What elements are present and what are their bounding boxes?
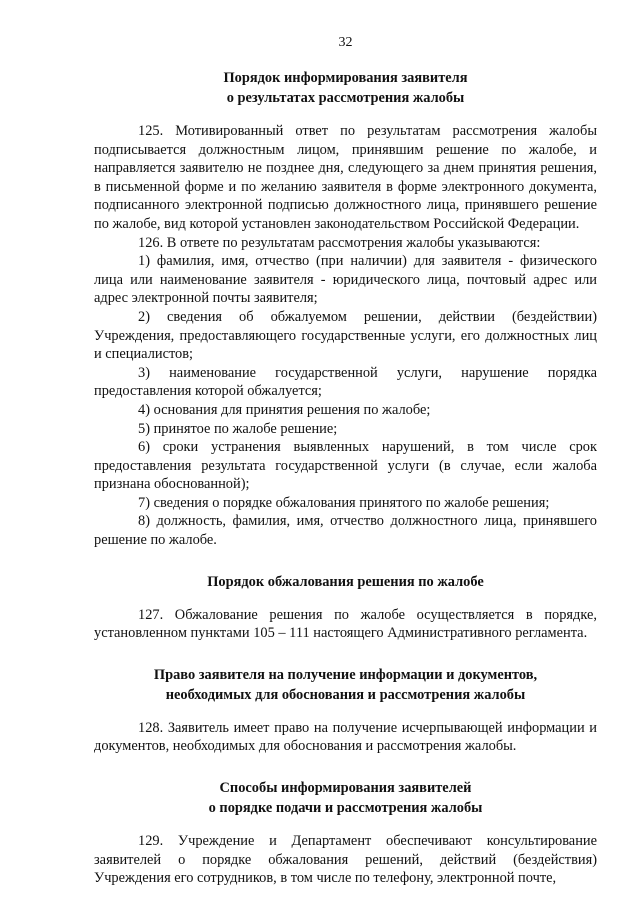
paragraph-125: 125. Мотивированный ответ по результатам рассмотрения жалобы подписывается должностным лицом, принявшим решение по жалобе, и направляется заявителю не позднее дня, следующего за днем принятия решения, в письменной форме и по желанию заявителя в форме электронного документа, подписанного электронной подписью должностного лица, принявшего решение по жалобе, вид которой установлен законодательством Российской Федерации. (94, 123, 597, 232)
section-heading-informing (94, 68, 597, 108)
heading-line: о порядке подачи и рассмотрения жалобы (208, 800, 483, 817)
section-heading-appeal (94, 572, 597, 592)
section-heading-methods (94, 778, 597, 818)
list-item: 6) сроки устранения выявленных нарушений, в том числе срок предоставления результата государственной услуги (в случае, если жалоба признана обоснованной); (94, 439, 597, 493)
paragraph-127: 127. Обжалование решения по жалобе осуществляется в порядке, установленном пунктами 105 – 111 настоящего Административного регламента. (94, 606, 597, 642)
list-item: 2) сведения об обжалуемом решении, действии (бездействии) Учреждения, предоставляющего государственные услуги, его должностных лиц и специалистов; (94, 308, 597, 363)
heading-line: о результатах рассмотрения жалобы (226, 90, 465, 106)
list-item: 7) сведения о порядке обжалования принятого по жалобе решения; (138, 494, 550, 511)
heading-line: Право заявителя на получение информации и документов, (153, 666, 538, 683)
heading-line: Способы информирования заявителей (219, 780, 472, 797)
heading-line: необходимых для обоснования и рассмотрения жалобы (165, 686, 526, 703)
paragraph-129: 129. Учреждение и Департамент обеспечивают консультирование заявителей о порядке обжалования решений, действий (бездействия) Учреждения его сотрудников, в том числе по телефону, электронной почте, (94, 833, 597, 887)
heading-line: Порядок информирования заявителя (223, 70, 468, 86)
list-item: 4) основания для принятия решения по жалобе; (138, 401, 431, 418)
page-number: 32 (338, 35, 353, 50)
paragraph-126: 126. В ответе по результатам рассмотрения жалобы указываются: (138, 234, 541, 251)
list-item: 3) наименование государственной услуги, нарушение порядка предоставления которой обжалуется; (94, 364, 597, 400)
list-item: 1) фамилия, имя, отчество (при наличии) для заявителя - физического лица или наименование заявителя - юридического лица, почтовый адрес или адрес электронной почты заявителя; (94, 253, 597, 307)
paragraph-128: 128. Заявитель имеет право на получение исчерпывающей информации и документов, необходимых для обоснования и рассмотрения жалобы. (94, 719, 597, 755)
document-page (94, 0, 597, 888)
heading-line: Порядок обжалования решения по жалобе (207, 573, 484, 590)
list-item: 8) должность, фамилия, имя, отчество должностного лица, принявшего решение по жалобе. (94, 513, 597, 549)
section-heading-rights (94, 665, 597, 705)
list-item: 5) принятое по жалобе решение; (138, 420, 338, 437)
